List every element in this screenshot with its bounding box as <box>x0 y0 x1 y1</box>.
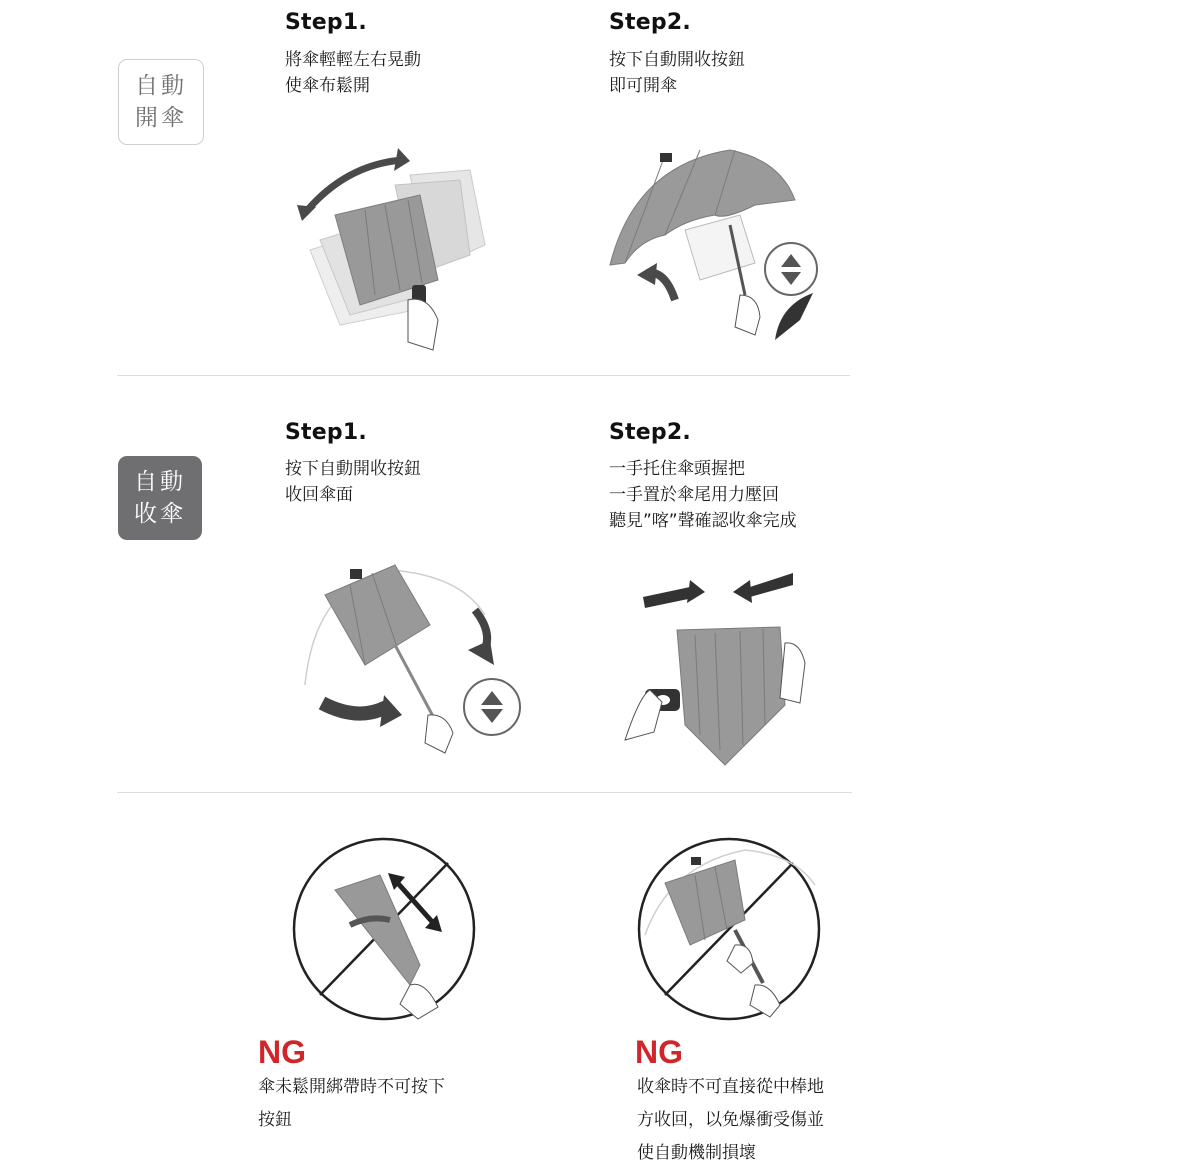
ng1-desc: 傘未鬆開綁帶時不可按下 按鈕 <box>258 1077 445 1130</box>
ng-shaft-close-illustration <box>635 835 830 1025</box>
auto-open-tag-label: 自動 開傘 <box>135 73 187 131</box>
ng2-title: NG <box>635 1034 683 1070</box>
ng1-title: NG <box>258 1034 306 1070</box>
shake-umbrella-illustration <box>290 145 500 350</box>
open-step2-title: Step2. <box>609 10 691 35</box>
auto-open-tag <box>118 59 204 145</box>
close-step2-title: Step2. <box>609 420 691 445</box>
press-close-illustration <box>615 565 825 765</box>
auto-close-tag <box>118 456 202 540</box>
open-umbrella-illustration <box>605 145 830 350</box>
close-step1-desc: 按下自動開收按鈕 收回傘面 <box>285 459 421 505</box>
open-step2-desc: 按下自動開收按鈕 即可開傘 <box>609 50 745 96</box>
open-step1-desc: 將傘輕輕左右晃動 使傘布鬆開 <box>285 50 421 96</box>
close-umbrella-illustration <box>300 555 530 765</box>
section-divider <box>117 375 850 376</box>
ng2-desc: 收傘時不可直接從中棒地 方收回，以免爆衝受傷並 使自動機制損壞 <box>637 1077 824 1163</box>
open-step1-title: Step1. <box>285 10 367 35</box>
section-divider-2 <box>117 792 852 793</box>
close-step1-title: Step1. <box>285 420 367 445</box>
ng-strapped-umbrella-illustration <box>290 835 480 1025</box>
close-step2-desc: 一手托住傘頭握把 一手置於傘尾用力壓回 聽見”喀”聲確認收傘完成 <box>609 459 797 531</box>
auto-close-tag-label: 自動 收傘 <box>134 469 186 527</box>
